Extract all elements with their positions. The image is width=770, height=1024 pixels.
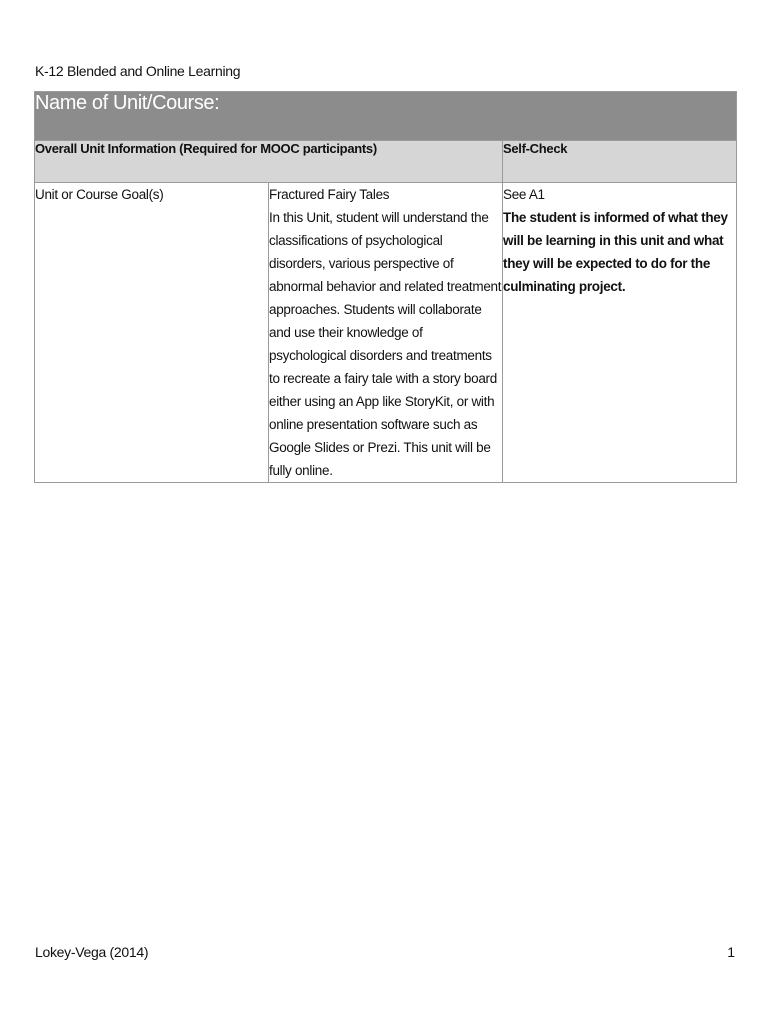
- self-check-cell: [503, 183, 737, 483]
- page-number: 1: [727, 944, 735, 960]
- self-check-text: The student is informed of what they will be learning in this unit and what they will be expected to do for the culminating project.: [503, 210, 728, 294]
- document-header: K-12 Blended and Online Learning: [35, 63, 241, 79]
- goal-row: [35, 183, 737, 483]
- unit-description: In this Unit, student will understand the classifications of psychological disorders, various perspective of abnormal behavior and related treatment approaches. Students will collaborate and use their knowledge of psychological disorders and treatments to recreate a fairy tale with a story board either using an App like StoryKit, or with online presentation software such as Google Slides or Prezi. This unit will be fully online.: [269, 210, 502, 478]
- unit-name-title: Name of Unit/Course:: [35, 92, 737, 141]
- title-row: [35, 92, 737, 141]
- goal-label: Unit or Course Goal(s): [35, 183, 269, 483]
- self-check-header: Self-Check: [503, 141, 737, 183]
- header-row: [35, 141, 737, 183]
- unit-table: [34, 91, 737, 483]
- goal-content: [269, 183, 503, 483]
- footer-author: Lokey-Vega (2014): [35, 944, 149, 960]
- self-check-reference: See A1: [503, 187, 545, 202]
- unit-title: Fractured Fairy Tales: [269, 187, 390, 202]
- overall-info-header: Overall Unit Information (Required for MOOC participants): [35, 141, 503, 183]
